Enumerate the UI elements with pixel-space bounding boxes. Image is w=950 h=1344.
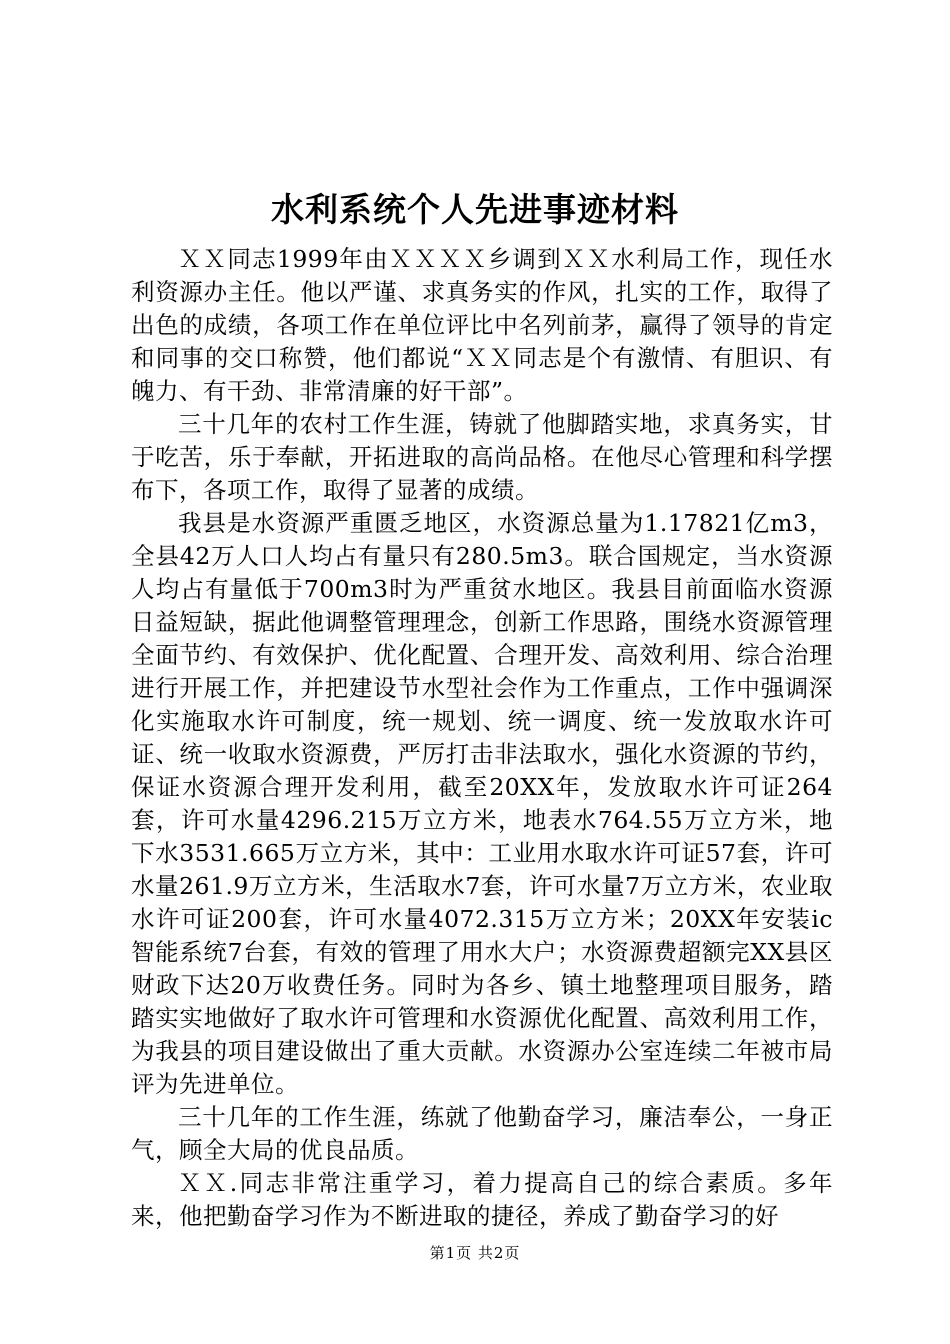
document-body	[131, 243, 833, 1233]
paragraph-2: 三十几年的农村工作生涯，铸就了他脚踏实地，求真务实，甘于吃苦，乐于奉献，开拓进取的高尚品格。在他尽心管理和科学摆布下，各项工作，取得了显著的成绩。	[131, 410, 833, 504]
paragraph-3: 我县是水资源严重匮乏地区，水资源总量为1.17821亿m3，全县42万人口人均占有量只有280.5m3。联合国规定，当水资源人均占有量低于700m3时为严重贫水地区。我县目前面临水资源日益短缺，据此他调整管理理念，创新工作思路，围绕水资源管理全面节约、有效保护、优化配置、合理开发、高效利用、综合治理进行开展工作，并把建设节水型社会作为工作重点，工作中强调深化实施取水许可制度，统一规划、统一调度、统一发放取水许可证、统一收取水资源费，严厉打击非法取水，强化水资源的节约，保证水资源合理开发利用，截至20XX年，发放取水许可证264套，许可水量4296.215万立方米，地表水764.55万立方米，地下水3531.665万立方米，其中：工业用水取水许可证57套，许可水量261.9万立方米，生活取水7套，许可水量7万立方米，农业取水许可证200套，许可水量4072.315万立方米；20XX年安装ic智能系统7台套，有效的管理了用水大户；水资源费超额完XX县区财政下达20万收费任务。同时为各乡、镇土地整理项目服务，踏踏实实地做好了取水许可管理和水资源优化配置、高效利用工作，为我县的项目建设做出了重大贡献。水资源办公室连续二年被市局评为先进单位。	[131, 509, 833, 1098]
paragraph-4: 三十几年的工作生涯，练就了他勤奋学习，廉洁奉公，一身正气，顾全大局的优良品质。	[131, 1103, 833, 1164]
paragraph-5: ＸＸ.同志非常注重学习，着力提高自己的综合素质。多年来，他把勤奋学习作为不断进取的捷径，养成了勤奋学习的好	[131, 1169, 833, 1230]
document-title: 水利系统个人先进事迹材料	[271, 190, 679, 229]
paragraph-1: ＸＸ同志1999年由ＸＸＸＸ乡调到ＸＸ水利局工作，现任水利资源办主任。他以严谨、求真务实的作风，扎实的工作，取得了出色的成绩，各项工作在单位评比中名列前茅，赢得了领导的肯定和同事的交口称赞，他们都说“ＸＸ同志是个有激情、有胆识、有魄力、有干劲、非常清廉的好干部”。	[131, 245, 833, 405]
page-number-footer: 第1页 共2页	[429, 1244, 521, 1262]
